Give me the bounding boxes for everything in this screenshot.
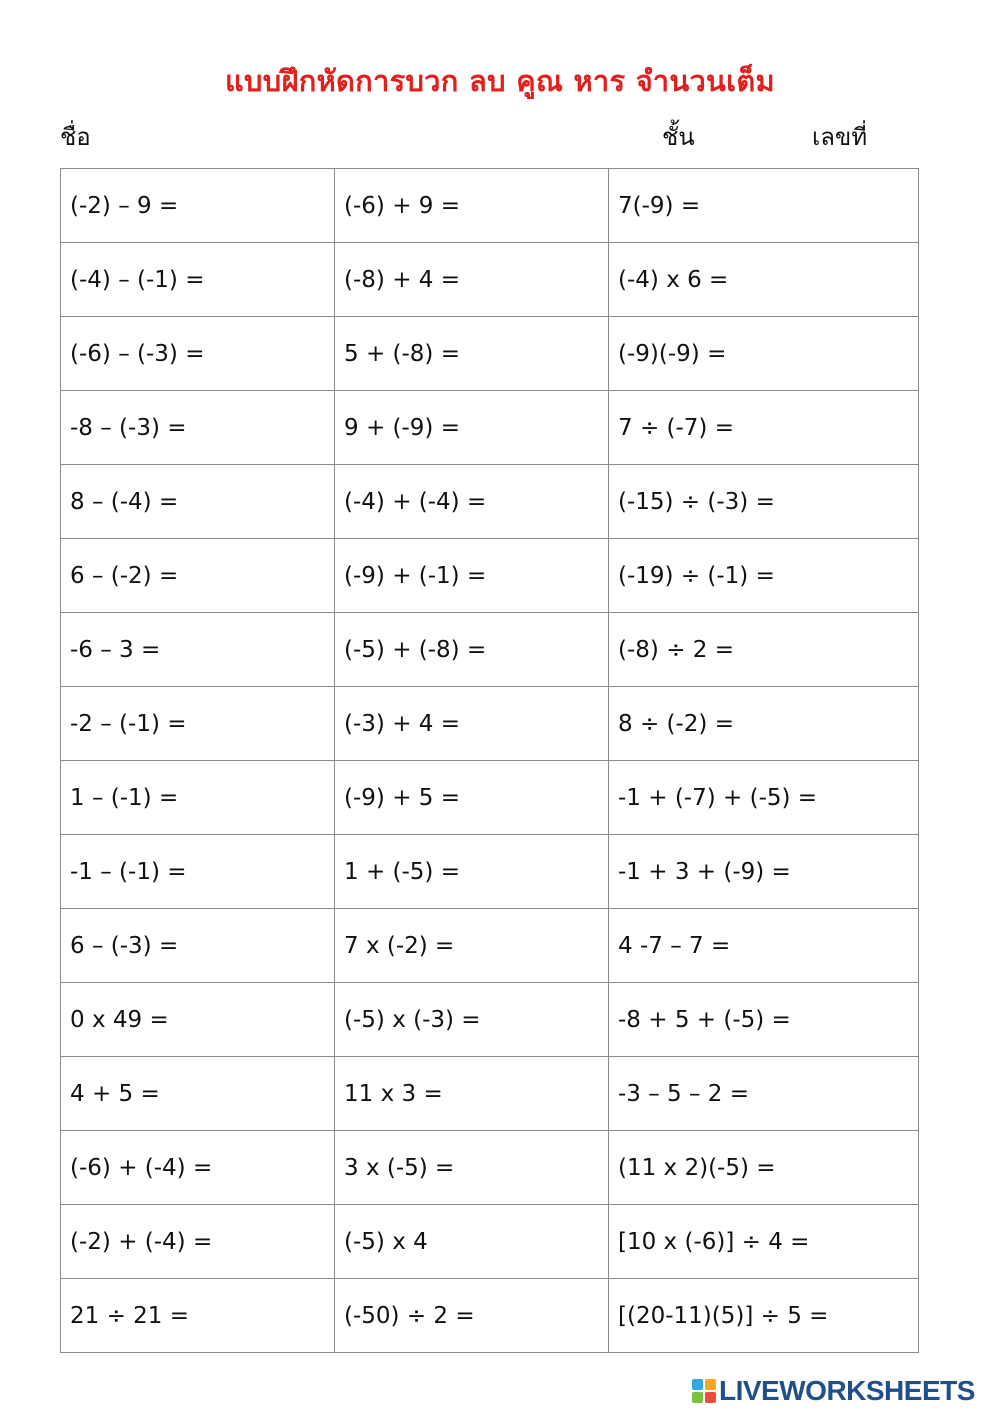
exercise-cell: 4 + 5 = <box>61 1057 335 1131</box>
brand-text: LIVEWORKSHEETS <box>719 1375 975 1406</box>
exercise-cell: -1 + 3 + (-9) = <box>609 835 919 909</box>
exercise-cell: 0 x 49 = <box>61 983 335 1057</box>
exercise-cell: 6 – (-3) = <box>61 909 335 983</box>
table-row <box>61 1057 919 1131</box>
exercise-cell: -3 – 5 – 2 = <box>609 1057 919 1131</box>
exercise-cell: (-9) + 5 = <box>335 761 609 835</box>
table-row <box>61 391 919 465</box>
exercise-cell: 5 + (-8) = <box>335 317 609 391</box>
exercise-cell: (-6) + 9 = <box>335 169 609 243</box>
table-row <box>61 243 919 317</box>
exercise-cell: (-50) ÷ 2 = <box>335 1279 609 1353</box>
worksheet-title: แบบฝึกหัดการบวก ลบ คูณ หาร จำนวนเต็ม <box>225 64 775 98</box>
exercise-cell: (-4) x 6 = <box>609 243 919 317</box>
exercise-cell: 7 ÷ (-7) = <box>609 391 919 465</box>
class-label: ชั้น <box>662 123 695 151</box>
table-row <box>61 465 919 539</box>
exercise-cell: (-4) – (-1) = <box>61 243 335 317</box>
table-row <box>61 539 919 613</box>
table-row <box>61 687 919 761</box>
exercise-cell: (-2) – 9 = <box>61 169 335 243</box>
exercise-cell: 8 ÷ (-2) = <box>609 687 919 761</box>
exercise-cell: (-19) ÷ (-1) = <box>609 539 919 613</box>
exercise-cell: (11 x 2)(-5) = <box>609 1131 919 1205</box>
exercise-cell: 3 x (-5) = <box>335 1131 609 1205</box>
exercise-cell: 11 x 3 = <box>335 1057 609 1131</box>
table-row <box>61 761 919 835</box>
table-row <box>61 613 919 687</box>
name-label: ชื่อ <box>60 123 91 151</box>
exercise-cell: (-8) + 4 = <box>335 243 609 317</box>
exercise-cell: -1 + (-7) + (-5) = <box>609 761 919 835</box>
exercise-cell: 6 – (-2) = <box>61 539 335 613</box>
liveworksheets-logo-icon <box>692 1379 716 1403</box>
table-row <box>61 1205 919 1279</box>
exercise-cell: (-9)(-9) = <box>609 317 919 391</box>
exercise-cell: -6 – 3 = <box>61 613 335 687</box>
exercise-cell: 1 – (-1) = <box>61 761 335 835</box>
exercise-cell: 8 – (-4) = <box>61 465 335 539</box>
exercise-cell: 1 + (-5) = <box>335 835 609 909</box>
exercise-cell: -2 – (-1) = <box>61 687 335 761</box>
table-row <box>61 317 919 391</box>
exercise-cell: (-6) – (-3) = <box>61 317 335 391</box>
exercise-table <box>60 168 919 1353</box>
exercise-cell: (-5) + (-8) = <box>335 613 609 687</box>
exercise-cell: 21 ÷ 21 = <box>61 1279 335 1353</box>
exercise-cell: (-5) x 4 <box>335 1205 609 1279</box>
table-row <box>61 169 919 243</box>
student-number-label: เลขที่ <box>812 123 868 151</box>
exercise-cell: (-8) ÷ 2 = <box>609 613 919 687</box>
exercise-cell: -8 – (-3) = <box>61 391 335 465</box>
exercise-cell: (-4) + (-4) = <box>335 465 609 539</box>
exercise-cell: -1 – (-1) = <box>61 835 335 909</box>
exercise-cell: 4 -7 – 7 = <box>609 909 919 983</box>
exercise-cell: 7 x (-2) = <box>335 909 609 983</box>
exercise-cell: (-15) ÷ (-3) = <box>609 465 919 539</box>
exercise-cell: (-2) + (-4) = <box>61 1205 335 1279</box>
exercise-cell: [10 x (-6)] ÷ 4 = <box>609 1205 919 1279</box>
exercise-cell: 7(-9) = <box>609 169 919 243</box>
exercise-cell: [(20-11)(5)] ÷ 5 = <box>609 1279 919 1353</box>
table-row <box>61 909 919 983</box>
table-row <box>61 1279 919 1353</box>
table-row <box>61 983 919 1057</box>
exercise-cell: 9 + (-9) = <box>335 391 609 465</box>
exercise-cell: (-3) + 4 = <box>335 687 609 761</box>
table-row <box>61 835 919 909</box>
exercise-cell: -8 + 5 + (-5) = <box>609 983 919 1057</box>
liveworksheets-brand <box>692 1374 975 1408</box>
exercise-cell: (-6) + (-4) = <box>61 1131 335 1205</box>
table-row <box>61 1131 919 1205</box>
exercise-cell: (-5) x (-3) = <box>335 983 609 1057</box>
exercise-cell: (-9) + (-1) = <box>335 539 609 613</box>
